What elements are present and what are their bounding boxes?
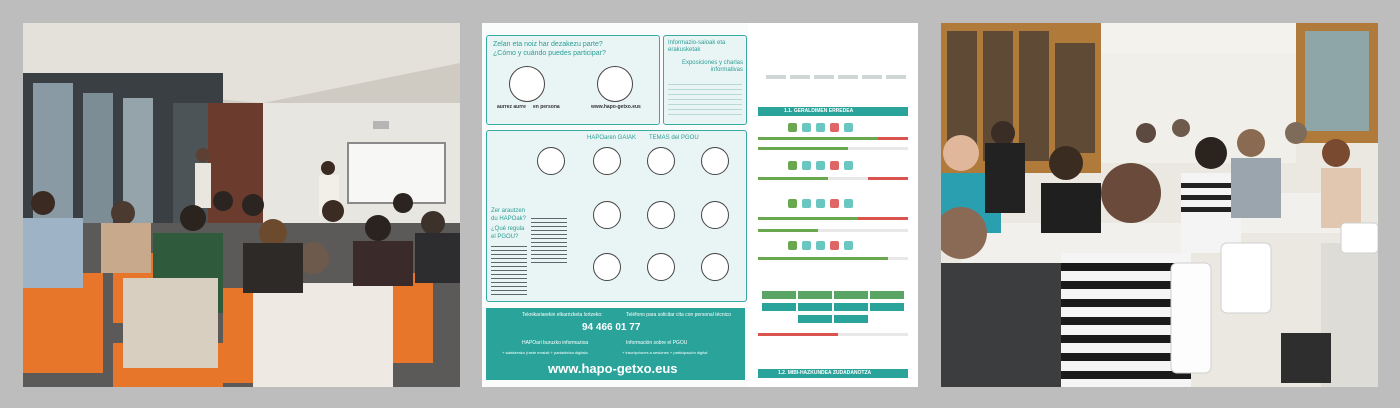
- workshop-illustration: [941, 23, 1378, 387]
- tel-eu: Teknikariarekin elkarrizketa lortzeko:: [522, 312, 603, 318]
- what-es: ¿Qué regula el PGOU?: [491, 226, 525, 240]
- theme-icon-7: [701, 201, 729, 229]
- sheet-tabs: [766, 75, 906, 79]
- themes-eu: HAPOaren GAIAK: [587, 135, 637, 141]
- info-eu: Informazio-saioak eta erakusketak: [668, 40, 726, 53]
- web-small: www.hapo-getxo.eus: [591, 104, 641, 110]
- phone-number: 94 466 01 77: [582, 322, 641, 333]
- foot-es-2: + inscripciones a sesiones + participación digital: [622, 350, 708, 355]
- website: www.hapo-getxo.eus: [548, 361, 678, 376]
- what-eu: Zer arautzen du HAPOak?: [491, 208, 527, 222]
- what-text-es: [531, 215, 567, 263]
- themes-box: [486, 130, 747, 302]
- theme-icon-10: [701, 253, 729, 281]
- theme-icon-9: [647, 253, 675, 281]
- info-schedule: [668, 80, 742, 118]
- q1-es: ¿Cómo y cuándo puedes participar?: [493, 50, 606, 57]
- what-text: [491, 243, 527, 295]
- theme-icon-4: [701, 147, 729, 175]
- people-icon: [509, 66, 545, 102]
- theme-icon-3: [647, 147, 675, 175]
- computer-icon: [597, 66, 633, 102]
- theme-icon-2: [593, 147, 621, 175]
- tel-es: Teléfono para solicitar cita con personal técnico: [626, 312, 732, 318]
- opt1-eu: aurrez aurre: [497, 104, 526, 110]
- opt1-es: en persona: [533, 104, 560, 110]
- sheet-footer: 1.2. MIBI-HAZKUNDEA ZUDADANOTZA: [778, 370, 872, 376]
- foot-eu-1: HAPOari buruzko informazioa: [522, 340, 589, 346]
- photo-presentation-room: [23, 23, 460, 387]
- sheet-title: 1.1. GERALDIMEN ERREDEA: [784, 108, 854, 114]
- contact-footer: [486, 308, 745, 380]
- presentation-room-illustration: [23, 23, 460, 387]
- theme-icon-6: [647, 201, 675, 229]
- theme-icon-1: [537, 147, 565, 175]
- foot-eu-2: + saiakerako (raste erraiak + partaidetza digitala: [502, 350, 588, 355]
- sheet-rows: [758, 121, 908, 351]
- themes-es: TEMAS del PGOU: [649, 135, 699, 141]
- theme-icon-5: [593, 201, 621, 229]
- photo-workshop: [941, 23, 1378, 387]
- foot-es-1: Información sobre el PGOU: [626, 340, 688, 346]
- results-sheet: [752, 23, 918, 387]
- poster-panel: [482, 23, 918, 387]
- poster: [482, 23, 748, 387]
- theme-icon-8: [593, 253, 621, 281]
- participation-box: [486, 35, 660, 125]
- info-box: [663, 35, 747, 125]
- q1-eu: Zelan eta noiz har dezakezu parte?: [493, 41, 603, 48]
- info-es: Exposiciones y charlas informativas: [681, 60, 743, 73]
